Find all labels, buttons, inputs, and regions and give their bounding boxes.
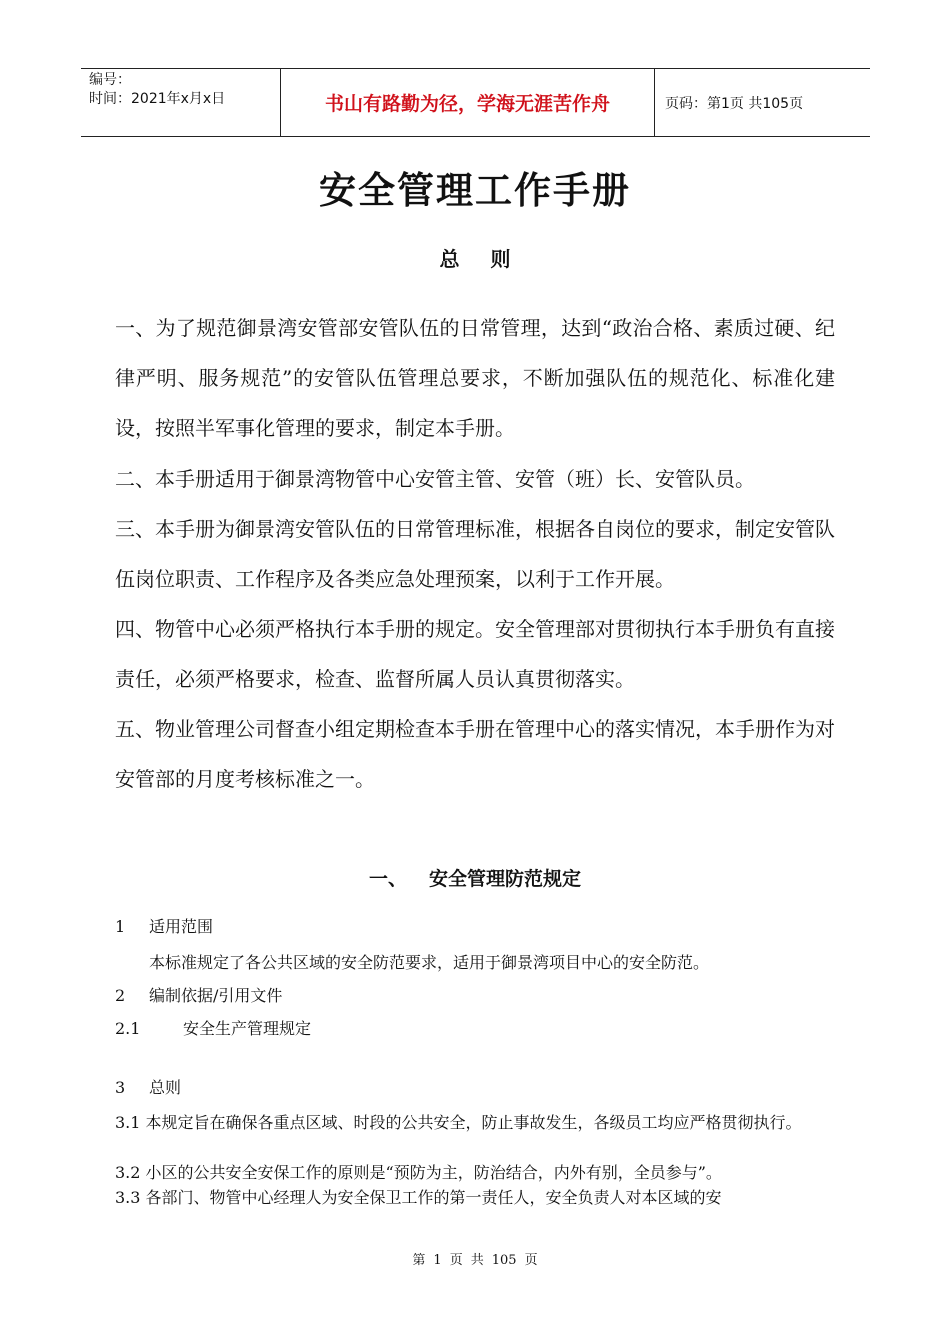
header-motto: 书山有路勤为径，学海无涯苦作舟 [281, 69, 655, 136]
footer-b: 1 [433, 1253, 442, 1268]
principle-2: 二、本手册适用于御景湾物管中心安管主管、安管（班）长、安管队员。 [115, 467, 755, 491]
item-3-number: 3 [115, 1078, 126, 1097]
item-1-text: 本标准规定了各公共区域的安全防范要求，适用于御景湾项目中心的安全防范。 [149, 953, 710, 972]
item-2-number: 2 [115, 986, 126, 1005]
item-2-title: 编制依据/引用文件 [149, 986, 283, 1005]
page-footer [0, 1249, 950, 1268]
subtitle-right: 则 [490, 247, 511, 271]
principle-3: 三、本手册为御景湾安管队伍的日常管理标准，根据各自岗位的要求，制定安管队伍岗位职责、工作程序及各类应急处理预案，以利于工作开展。 [115, 517, 835, 591]
item-1-number: 1 [115, 917, 126, 936]
item-2 [115, 985, 282, 1007]
item-3-title: 总则 [149, 1078, 182, 1097]
item-2-1-title: 安全生产管理规定 [183, 1019, 312, 1038]
item-3-2: 3.2 小区的公共安全安保工作的原则是“预防为主，防治结合，内外有别，全员参与”。 [115, 1163, 722, 1182]
section-number: 一、 [368, 868, 407, 890]
principle-1: 一、为了规范御景湾安管部安管队伍的日常管理，达到“政治合格、素质过硬、纪律严明、服务规范”的安管队伍管理总要求，不断加强队伍的规范化、标准化建设，按照半军事化管理的要求，制定本手册。 [115, 316, 835, 440]
principle-4: 四、物管中心必须严格执行本手册的规定。安全管理部对贯彻执行本手册负有直接责任，必须严格要求，检查、监督所属人员认真贯彻落实。 [115, 617, 835, 691]
footer-c: 页 [449, 1253, 463, 1268]
principle-5: 五、物业管理公司督查小组定期检查本手册在管理中心的落实情况，本手册作为对安管部的月度考核标准之一。 [115, 717, 835, 791]
footer-f: 页 [524, 1253, 538, 1268]
section-title: 安全管理防范规定 [429, 868, 582, 890]
date-label: 时间：2021年x月x日 [89, 91, 226, 107]
header-meta [81, 69, 281, 136]
footer-d: 共 [470, 1253, 484, 1268]
footer-e: 105 [491, 1253, 517, 1268]
item-3 [115, 1077, 181, 1099]
document-header [81, 68, 870, 137]
subtitle-left: 总 [439, 247, 460, 271]
item-1-title: 适用范围 [149, 917, 214, 936]
section-subtitle [0, 243, 950, 272]
item-3-1: 3.1 本规定旨在确保各重点区域、时段的公共安全，防止事故发生，各级员工均应严格贯彻执行。 [115, 1113, 802, 1132]
item-1 [115, 916, 213, 938]
item-2-1 [115, 1018, 311, 1040]
section-heading [0, 864, 950, 891]
item-2-1-number: 2.1 [115, 1019, 141, 1038]
footer-a: 第 [412, 1253, 426, 1268]
document-title: 安全管理工作手册 [319, 169, 631, 212]
item-3-3: 3.3 各部门、物管中心经理人为安全保卫工作的第一责任人，安全负责人对本区域的安 [115, 1188, 722, 1207]
header-page-info: 页码：第1页 共105页 [665, 95, 804, 112]
code-label: 编号： [89, 72, 131, 88]
